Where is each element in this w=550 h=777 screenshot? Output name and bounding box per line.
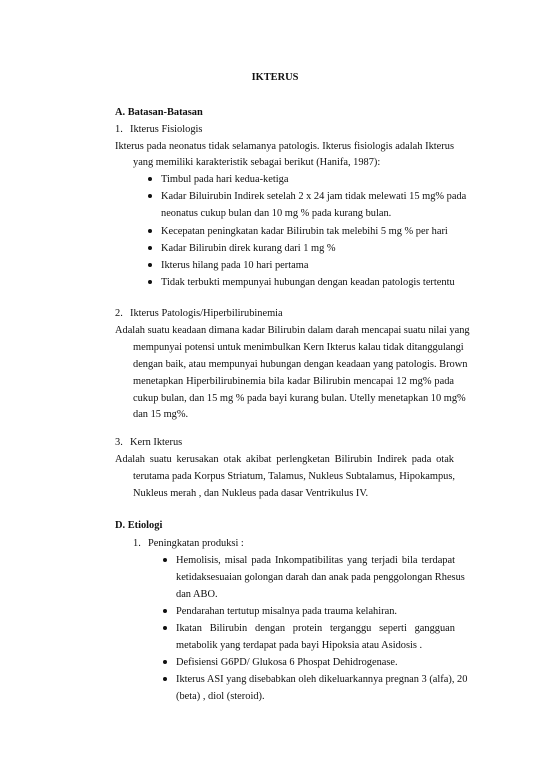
- item-2-para-line-6: dan 15 mg%.: [133, 409, 189, 420]
- bullet-text: dan ABO.: [176, 589, 218, 600]
- bullet-text: (beta) , diol (steroid).: [176, 691, 265, 702]
- bullet-dot: [163, 660, 167, 664]
- item-1-title: Ikterus Fisiologis: [130, 124, 203, 135]
- item-3-para-line-3: Nukleus merah , dan Nukleus pada dasar Ventrikulus IV.: [133, 488, 369, 499]
- item-3-label: 3.: [115, 437, 123, 448]
- bullet-text: Timbul pada hari kedua-ketiga: [161, 174, 289, 185]
- item-3-title: Kern Ikterus: [130, 437, 183, 448]
- item-1-para-line-2: yang memiliki karakteristik sebagai berikut (Hanifa, 1987):: [133, 157, 381, 168]
- section-d-heading: D. Etiologi: [115, 520, 163, 531]
- bullet-dot: [148, 263, 152, 267]
- bullet-dot: [163, 677, 167, 681]
- item-2-para-line-4: menetapkan Hiperbilirubinemia bila kadar Bilirubin mencapai 12 mg% pada: [133, 376, 454, 387]
- item-2-para-line-2: mempunyai potensi untuk menimbulkan Kern Ikterus kalau tidak ditanggulangi: [133, 342, 464, 353]
- bullet-text: neonatus cukup bulan dan 10 mg % pada kurang bulan.: [161, 208, 392, 219]
- item-2-title: Ikterus Patologis/Hiperbilirubinemia: [130, 308, 283, 319]
- bullet-text: Kecepatan peningkatan kadar Bilirubin tak melebihi 5 mg % per hari: [161, 226, 448, 237]
- bullet-text: Ikterus ASI yang disebabkan oleh dikeluarkannya pregnan 3 (alfa), 20: [176, 674, 468, 685]
- item-2-para-line-3: dengan baik, atau mempunyai hubungan dengan keadaan yang patologis. Brown: [133, 359, 468, 370]
- bullet-dot: [163, 626, 167, 630]
- bullet-text: ketidaksesuaian golongan darah dan anak pada penggolongan Rhesus: [176, 572, 465, 583]
- bullet-text: Ikterus hilang pada 10 hari pertama: [161, 260, 309, 271]
- bullet-text: Tidak terbukti mempunyai hubungan dengan keadan patologis tertentu: [161, 277, 455, 288]
- etiologi-item-1-title: Peningkatan produksi :: [148, 538, 244, 549]
- etiologi-item-1-label: 1.: [133, 538, 141, 549]
- bullet-dot: [163, 609, 167, 613]
- bullet-text: Pendarahan tertutup misalnya pada trauma kelahiran.: [176, 606, 398, 617]
- bullet-text: Ikatan Bilirubin dengan protein terganggu seperti gangguan: [176, 623, 455, 634]
- bullet-dot: [163, 558, 167, 562]
- bullet-text: metabolik yang terdapat pada bayi Hipoksia atau Asidosis .: [176, 640, 423, 651]
- bullet-text: Defisiensi G6PD/ Glukosa 6 Phospat Dehidrogenase.: [176, 657, 398, 668]
- bullet-text: Kadar Bilirubin direk kurang dari 1 mg %: [161, 243, 336, 254]
- item-1-label: 1.: [115, 124, 123, 135]
- bullet-text: Hemolisis, misal pada Inkompatibilitas yang terjadi bila terdapat: [176, 555, 455, 566]
- item-2-para-line-5: cukup bulan, dan 15 mg % pada bayi kurang bulan. Utelly menetapkan 10 mg%: [133, 393, 466, 404]
- item-1-para-line-1: Ikterus pada neonatus tidak selamanya patologis. Ikterus fisiologis adalah Ikterus: [115, 141, 454, 152]
- item-2-para-line-1: Adalah suatu keadaan dimana kadar Bilirubin dalam darah mencapai suatu nilai yang: [115, 325, 470, 336]
- document-title: IKTERUS: [251, 72, 299, 83]
- item-3-para-line-2: terutama pada Korpus Striatum, Talamus, Nukleus Subtalamus, Hipokampus,: [133, 471, 456, 482]
- item-2-label: 2.: [115, 308, 123, 319]
- item-3-para-line-1: Adalah suatu kerusakan otak akibat perlengketan Bilirubin Indirek pada otak: [115, 454, 454, 465]
- bullet-text: Kadar Biluirubin Indirek setelah 2 x 24 jam tidak melewati 15 mg% pada: [161, 191, 467, 202]
- section-a-heading: A. Batasan-Batasan: [115, 107, 203, 118]
- bullet-dot: [148, 280, 152, 284]
- bullet-dot: [148, 177, 152, 181]
- bullet-dot: [148, 229, 152, 233]
- bullet-dot: [148, 194, 152, 198]
- bullet-dot: [148, 246, 152, 250]
